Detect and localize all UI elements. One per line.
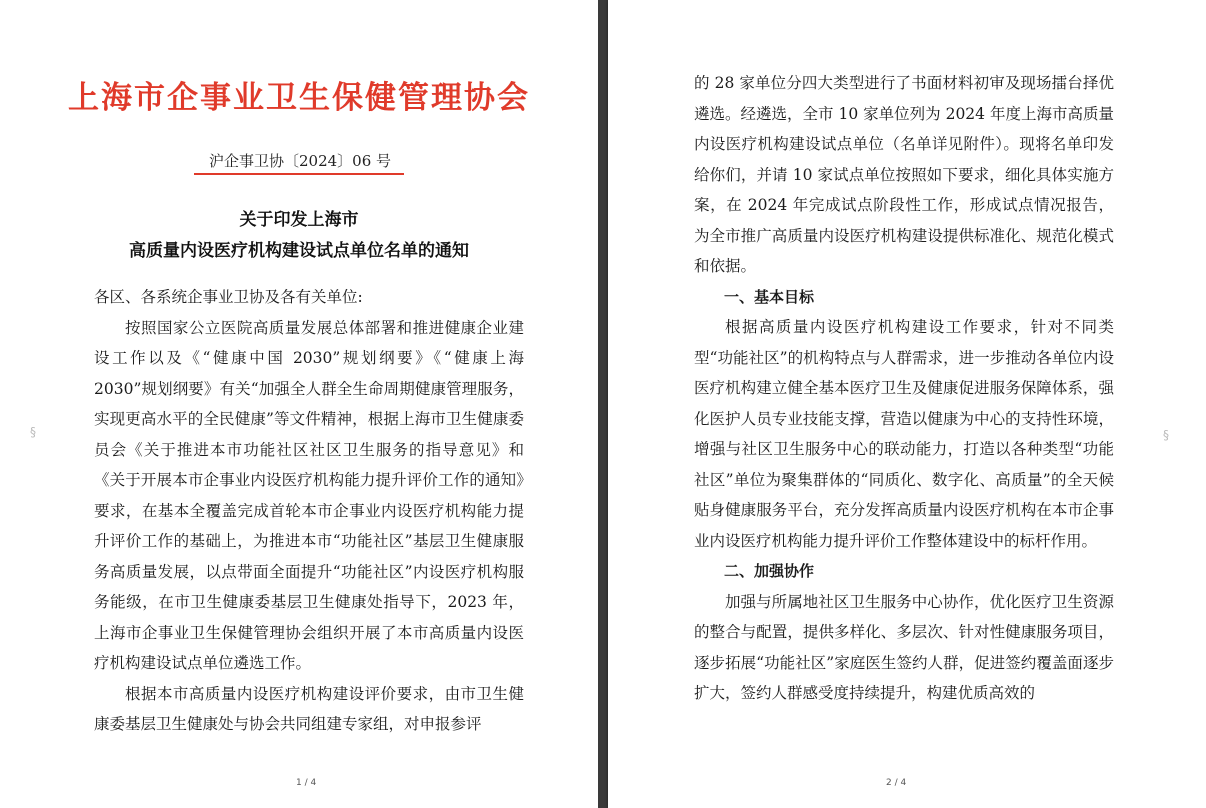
document-number: 沪企事卫协〔2024〕06 号 — [208, 152, 392, 170]
page-2-body — [694, 68, 1114, 709]
body-paragraph-1: 按照国家公立医院高质量发展总体部署和推进健康企业建设工作以及《“健康中国 2030”规划纲要》《“健康上海 2030”规划纲要》有关“加强全人群全生命周期健康管理服务，实现更高水平的全民健康”等文件精神，根据上海市卫生健康委员会《关于推进本市功能社区社区卫生服务的指导意见》和《关于开展本市企事业内设医疗机构能力提升评价工作的通知》要求，在基本全覆盖完成首轮本市企事业内设医疗机构能力提升评价工作的基础上，为推进本市“功能社区”基层卫生健康服务高质量发展，以点带面全面提升“功能社区”内设医疗机构服务能级，在市卫生健康委基层卫生健康处指导下，2023 年，上海市企事业卫生保健管理协会组织开展了本市高质量内设医疗机构建设试点单位遴选工作。 — [94, 318, 524, 672]
notice-title-line-2: 高质量内设医疗机构建设试点单位名单的通知 — [129, 241, 469, 261]
issuer-header-title: 上海市企事业卫生保健管理协会 — [68, 80, 530, 116]
page-gap — [598, 0, 608, 808]
section-heading-basic-goals: 一、基本目标 — [724, 287, 815, 306]
binding-hole-mark: § — [1163, 428, 1169, 442]
page-number: 2 / 4 — [886, 778, 907, 788]
page-2 — [608, 0, 1206, 808]
notice-title-line-1: 关于印发上海市 — [239, 210, 359, 230]
page-1-body — [94, 282, 524, 740]
binding-hole-mark: § — [30, 425, 36, 439]
body-paragraph-continued: 的 28 家单位分四大类型进行了书面材料初审及现场擂台择优遴选。经遴选，全市 10 家单位列为 2024 年度上海市高质量内设医疗机构建设试点单位（名单详见附件）。现将名单印发给你们，并请 10 家试点单位按照如下要求，细化具体实施方案，在 2024 年完成试点阶段性工作，形成试点情况报告，为全市推广高质量内设医疗机构建设提供标准化、规范化模式和依据。 — [694, 74, 1114, 275]
page-number: 1 / 4 — [296, 778, 317, 788]
body-paragraph-goals: 根据高质量内设医疗机构建设工作要求，针对不同类型“功能社区”的机构特点与人群需求，进一步推动各单位内设医疗机构建立健全基本医疗卫生及健康促进服务保障体系，强化医护人员专业技能支撑，营造以健康为中心的支持性环境，增强与社区卫生服务中心的联动能力，打造以各种类型“功能社区”单位为聚集群体的“同质化、数字化、高质量”的全天候贴身健康服务平台，充分发挥高质量内设医疗机构在本市企事业内设医疗机构能力提升评价工作整体建设中的标杆作用。 — [694, 318, 1114, 550]
body-paragraph-cooperation: 加强与所属地社区卫生服务中心协作，优化医疗卫生资源的整合与配置，提供多样化、多层次、针对性健康服务项目，逐步拓展“功能社区”家庭医生签约人群，促进签约覆盖面逐步扩大，签约人群感受度持续提升，构建优质高效的 — [694, 592, 1114, 702]
section-heading-cooperation: 二、加强协作 — [724, 562, 815, 580]
red-divider-line — [194, 173, 404, 175]
body-paragraph-2: 根据本市高质量内设医疗机构建设评价要求，由市卫生健康委基层卫生健康处与协会共同组建专家组，对申报参评 — [94, 684, 524, 733]
page-1 — [0, 0, 598, 808]
salutation: 各区、各系统企事业卫协及各有关单位: — [94, 288, 363, 306]
